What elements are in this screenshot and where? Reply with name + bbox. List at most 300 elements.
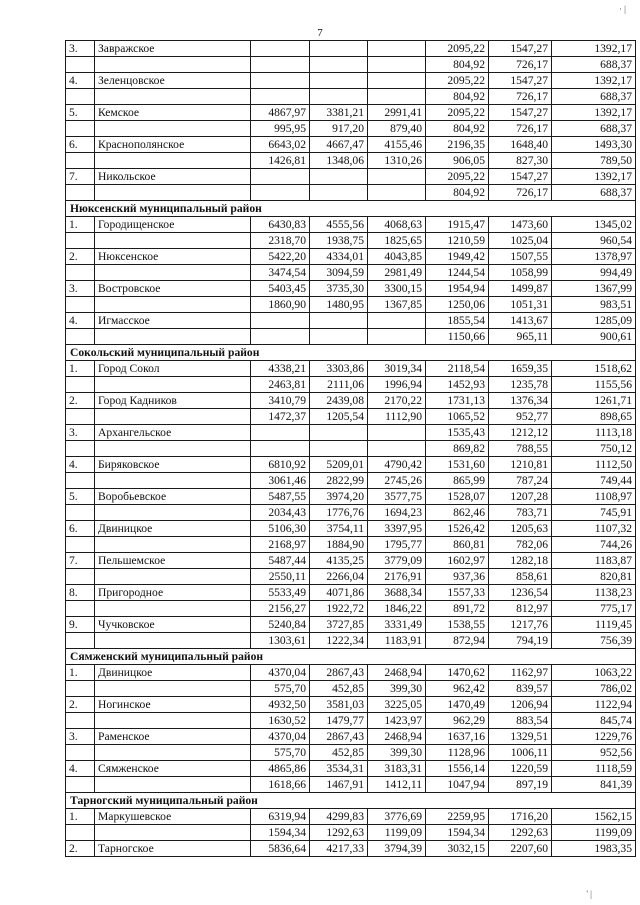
value-cell [310, 169, 368, 185]
value-cell: 782,06 [489, 537, 552, 553]
table-row [66, 73, 636, 89]
value-cell: 2991,41 [368, 105, 426, 121]
row-number [66, 825, 95, 841]
table-row-continuation [66, 473, 636, 489]
value-cell: 1825,65 [368, 233, 426, 249]
row-number [66, 537, 95, 553]
value-cell: 2168,97 [251, 537, 310, 553]
value-cell: 3581,03 [310, 697, 368, 713]
row-number: 1. [66, 361, 95, 377]
value-cell: 1113,18 [552, 425, 636, 441]
value-cell: 1183,91 [368, 633, 426, 649]
table-row-continuation [66, 185, 636, 201]
value-cell: 845,74 [552, 713, 636, 729]
row-number [66, 265, 95, 281]
value-cell: 794,19 [489, 633, 552, 649]
value-cell: 3225,05 [368, 697, 426, 713]
value-cell: 1108,97 [552, 489, 636, 505]
value-cell: 804,92 [426, 57, 489, 73]
value-cell: 1547,27 [489, 105, 552, 121]
value-cell: 399,30 [368, 681, 426, 697]
value-cell: 1150,66 [426, 329, 489, 345]
settlement-name: Городищенское [95, 217, 251, 233]
settlement-name [95, 745, 251, 761]
value-cell: 1507,55 [489, 249, 552, 265]
value-cell: 906,05 [426, 153, 489, 169]
table-row-continuation [66, 601, 636, 617]
value-cell: 1594,34 [251, 825, 310, 841]
row-number: 1. [66, 217, 95, 233]
district-header-row [66, 201, 636, 217]
value-cell: 2745,26 [368, 473, 426, 489]
value-cell: 1452,93 [426, 377, 489, 393]
value-cell: 3032,15 [426, 841, 489, 857]
settlement-name: Краснополянское [95, 137, 251, 153]
value-cell: 1244,54 [426, 265, 489, 281]
row-number: 9. [66, 617, 95, 633]
value-cell: 1292,63 [310, 825, 368, 841]
value-cell: 858,61 [489, 569, 552, 585]
value-cell [310, 441, 368, 457]
value-cell: 952,56 [552, 745, 636, 761]
value-cell: 865,99 [426, 473, 489, 489]
row-number [66, 57, 95, 73]
value-cell: 789,50 [552, 153, 636, 169]
value-cell: 872,94 [426, 633, 489, 649]
value-cell: 1051,31 [489, 297, 552, 313]
value-cell: 1392,17 [552, 105, 636, 121]
value-cell: 962,42 [426, 681, 489, 697]
value-cell: 4555,56 [310, 217, 368, 233]
table-row [66, 809, 636, 825]
settlement-name: Нюксенское [95, 249, 251, 265]
value-cell: 788,55 [489, 441, 552, 457]
value-cell [368, 41, 426, 57]
value-cell: 4299,83 [310, 809, 368, 825]
value-cell: 4135,25 [310, 553, 368, 569]
value-cell: 4370,04 [251, 729, 310, 745]
value-cell: 1367,99 [552, 281, 636, 297]
value-cell: 1547,27 [489, 169, 552, 185]
table-row-continuation [66, 57, 636, 73]
table-row-continuation [66, 297, 636, 313]
table-row-continuation [66, 377, 636, 393]
value-cell: 1795,77 [368, 537, 426, 553]
tariff-table [65, 40, 636, 857]
value-cell: 3754,11 [310, 521, 368, 537]
row-number: 4. [66, 73, 95, 89]
settlement-name [95, 409, 251, 425]
value-cell [310, 57, 368, 73]
value-cell: 399,30 [368, 745, 426, 761]
value-cell: 6430,83 [251, 217, 310, 233]
value-cell: 4334,01 [310, 249, 368, 265]
value-cell: 5106,30 [251, 521, 310, 537]
row-number [66, 329, 95, 345]
table-row [66, 217, 636, 233]
value-cell: 1292,63 [489, 825, 552, 841]
value-cell: 1547,27 [489, 41, 552, 57]
value-cell: 2207,60 [489, 841, 552, 857]
table-row-continuation [66, 153, 636, 169]
value-cell: 1637,16 [426, 729, 489, 745]
value-cell: 1996,94 [368, 377, 426, 393]
settlement-name: Ногинское [95, 697, 251, 713]
settlement-name: Сямженское [95, 761, 251, 777]
row-number [66, 297, 95, 313]
settlement-name [95, 569, 251, 585]
value-cell [251, 41, 310, 57]
value-cell: 1212,12 [489, 425, 552, 441]
value-cell: 688,37 [552, 89, 636, 105]
value-cell: 862,46 [426, 505, 489, 521]
value-cell: 786,02 [552, 681, 636, 697]
settlement-name [95, 377, 251, 393]
row-number: 8. [66, 585, 95, 601]
value-cell: 4867,97 [251, 105, 310, 121]
value-cell: 1473,60 [489, 217, 552, 233]
table-row-continuation [66, 713, 636, 729]
value-cell: 841,39 [552, 777, 636, 793]
value-cell: 2468,94 [368, 729, 426, 745]
value-cell: 4068,63 [368, 217, 426, 233]
value-cell [251, 89, 310, 105]
value-cell: 1112,90 [368, 409, 426, 425]
value-cell: 1493,30 [552, 137, 636, 153]
value-cell [251, 313, 310, 329]
value-cell: 1562,15 [552, 809, 636, 825]
value-cell [368, 73, 426, 89]
value-cell [310, 329, 368, 345]
settlement-name: Раменское [95, 729, 251, 745]
value-cell: 3019,34 [368, 361, 426, 377]
settlement-name [95, 473, 251, 489]
value-cell: 726,17 [489, 57, 552, 73]
value-cell: 812,97 [489, 601, 552, 617]
settlement-name [95, 265, 251, 281]
value-cell: 1526,42 [426, 521, 489, 537]
value-cell [251, 185, 310, 201]
value-cell [310, 313, 368, 329]
value-cell: 575,70 [251, 745, 310, 761]
row-number: 3. [66, 41, 95, 57]
value-cell: 1547,27 [489, 73, 552, 89]
table-row-continuation [66, 537, 636, 553]
value-cell [368, 89, 426, 105]
value-cell: 820,81 [552, 569, 636, 585]
value-cell [251, 169, 310, 185]
table-row [66, 585, 636, 601]
district-name: Нюксенский муниципальный район [66, 201, 636, 217]
settlement-name [95, 185, 251, 201]
value-cell: 962,29 [426, 713, 489, 729]
value-cell: 1250,06 [426, 297, 489, 313]
value-cell: 3300,15 [368, 281, 426, 297]
value-cell: 6319,94 [251, 809, 310, 825]
value-cell: 1426,81 [251, 153, 310, 169]
settlement-name: Пригородное [95, 585, 251, 601]
value-cell [368, 329, 426, 345]
table-row [66, 553, 636, 569]
row-number [66, 153, 95, 169]
district-name: Тарногский муниципальный район [66, 793, 636, 809]
value-cell: 1205,63 [489, 521, 552, 537]
table-row-continuation [66, 409, 636, 425]
value-cell: 5403,45 [251, 281, 310, 297]
table-row [66, 169, 636, 185]
value-cell: 3794,39 [368, 841, 426, 857]
row-number [66, 633, 95, 649]
settlement-name: Востровское [95, 281, 251, 297]
value-cell: 1860,90 [251, 297, 310, 313]
value-cell: 1949,42 [426, 249, 489, 265]
value-cell: 2550,11 [251, 569, 310, 585]
value-cell: 726,17 [489, 185, 552, 201]
row-number [66, 777, 95, 793]
value-cell: 1025,04 [489, 233, 552, 249]
settlement-name [95, 233, 251, 249]
value-cell: 1310,26 [368, 153, 426, 169]
settlement-name [95, 121, 251, 137]
value-cell: 1938,75 [310, 233, 368, 249]
value-cell: 1776,76 [310, 505, 368, 521]
value-cell: 1207,28 [489, 489, 552, 505]
value-cell: 2259,95 [426, 809, 489, 825]
row-number: 5. [66, 105, 95, 121]
settlement-name [95, 297, 251, 313]
value-cell [310, 185, 368, 201]
settlement-name [95, 89, 251, 105]
settlement-name [95, 57, 251, 73]
value-cell: 3061,46 [251, 473, 310, 489]
value-cell: 1954,94 [426, 281, 489, 297]
value-cell: 3410,79 [251, 393, 310, 409]
settlement-name: Город Кадников [95, 393, 251, 409]
table-body [66, 41, 636, 857]
value-cell: 1222,34 [310, 633, 368, 649]
value-cell: 891,72 [426, 601, 489, 617]
value-cell: 2867,43 [310, 665, 368, 681]
value-cell: 1118,59 [552, 761, 636, 777]
table-row [66, 697, 636, 713]
row-number [66, 89, 95, 105]
value-cell: 3331,49 [368, 617, 426, 633]
value-cell: 1392,17 [552, 169, 636, 185]
settlement-name: Биряковское [95, 457, 251, 473]
value-cell: 1217,76 [489, 617, 552, 633]
district-header-row [66, 793, 636, 809]
value-cell: 3094,59 [310, 265, 368, 281]
district-name: Сямженский муниципальный район [66, 649, 636, 665]
value-cell: 883,54 [489, 713, 552, 729]
value-cell: 2156,27 [251, 601, 310, 617]
value-cell [310, 73, 368, 89]
value-cell: 1229,76 [552, 729, 636, 745]
value-cell: 452,85 [310, 681, 368, 697]
settlement-name [95, 633, 251, 649]
table-row-continuation [66, 681, 636, 697]
row-number: 6. [66, 521, 95, 537]
row-number [66, 681, 95, 697]
table-row-continuation [66, 633, 636, 649]
value-cell: 952,77 [489, 409, 552, 425]
value-cell: 1602,97 [426, 553, 489, 569]
value-cell: 1518,62 [552, 361, 636, 377]
settlement-name: Завражское [95, 41, 251, 57]
table-row-continuation [66, 745, 636, 761]
value-cell: 2095,22 [426, 105, 489, 121]
value-cell: 2196,35 [426, 137, 489, 153]
row-number: 3. [66, 729, 95, 745]
scan-mark: · | [618, 4, 626, 14]
district-header-row [66, 649, 636, 665]
table-row-continuation [66, 265, 636, 281]
value-cell: 1535,43 [426, 425, 489, 441]
table-row [66, 841, 636, 857]
value-cell: 1376,34 [489, 393, 552, 409]
value-cell: 3183,31 [368, 761, 426, 777]
settlement-name: Пельшемское [95, 553, 251, 569]
value-cell: 3381,21 [310, 105, 368, 121]
settlement-name: Город Сокол [95, 361, 251, 377]
table-row [66, 281, 636, 297]
value-cell: 3776,69 [368, 809, 426, 825]
value-cell: 1128,96 [426, 745, 489, 761]
value-cell: 1199,09 [552, 825, 636, 841]
row-number [66, 601, 95, 617]
value-cell: 3577,75 [368, 489, 426, 505]
value-cell: 965,11 [489, 329, 552, 345]
value-cell: 2981,49 [368, 265, 426, 281]
value-cell: 2463,81 [251, 377, 310, 393]
value-cell: 1630,52 [251, 713, 310, 729]
value-cell: 1162,97 [489, 665, 552, 681]
value-cell: 960,54 [552, 233, 636, 249]
settlement-name: Маркушевское [95, 809, 251, 825]
value-cell: 1413,67 [489, 313, 552, 329]
table-row-continuation [66, 89, 636, 105]
table-row [66, 729, 636, 745]
value-cell [251, 57, 310, 73]
value-cell: 1716,20 [489, 809, 552, 825]
value-cell: 2266,04 [310, 569, 368, 585]
row-number [66, 121, 95, 137]
table-row [66, 137, 636, 153]
value-cell: 1345,02 [552, 217, 636, 233]
settlement-name: Кемское [95, 105, 251, 121]
value-cell: 1206,94 [489, 697, 552, 713]
value-cell: 1205,54 [310, 409, 368, 425]
value-cell: 1392,17 [552, 73, 636, 89]
value-cell: 1348,06 [310, 153, 368, 169]
value-cell: 827,30 [489, 153, 552, 169]
value-cell: 2439,08 [310, 393, 368, 409]
value-cell: 4370,04 [251, 665, 310, 681]
value-cell: 5487,55 [251, 489, 310, 505]
table-row [66, 521, 636, 537]
value-cell: 917,20 [310, 121, 368, 137]
settlement-name [95, 601, 251, 617]
value-cell: 4667,47 [310, 137, 368, 153]
settlement-name: Игмасское [95, 313, 251, 329]
value-cell: 575,70 [251, 681, 310, 697]
value-cell: 1538,55 [426, 617, 489, 633]
settlement-name: Двиницкое [95, 521, 251, 537]
value-cell: 3534,31 [310, 761, 368, 777]
value-cell: 804,92 [426, 89, 489, 105]
table-row-continuation [66, 441, 636, 457]
value-cell: 2822,99 [310, 473, 368, 489]
row-number: 1. [66, 665, 95, 681]
value-cell: 1303,61 [251, 633, 310, 649]
settlement-name: Воробьевское [95, 489, 251, 505]
value-cell [368, 57, 426, 73]
value-cell: 1467,91 [310, 777, 368, 793]
value-cell: 2095,22 [426, 73, 489, 89]
value-cell: 3303,86 [310, 361, 368, 377]
row-number: 7. [66, 553, 95, 569]
value-cell: 1107,32 [552, 521, 636, 537]
value-cell: 1499,87 [489, 281, 552, 297]
value-cell: 1235,78 [489, 377, 552, 393]
district-header-row [66, 345, 636, 361]
value-cell: 775,17 [552, 601, 636, 617]
value-cell: 1618,66 [251, 777, 310, 793]
value-cell: 1367,85 [368, 297, 426, 313]
value-cell: 5533,49 [251, 585, 310, 601]
value-cell: 1112,50 [552, 457, 636, 473]
value-cell: 787,24 [489, 473, 552, 489]
table-row-continuation [66, 825, 636, 841]
value-cell: 756,39 [552, 633, 636, 649]
value-cell: 937,36 [426, 569, 489, 585]
table-row [66, 761, 636, 777]
row-number [66, 505, 95, 521]
row-number: 2. [66, 697, 95, 713]
value-cell: 3727,85 [310, 617, 368, 633]
table-row [66, 665, 636, 681]
value-cell: 983,51 [552, 297, 636, 313]
value-cell: 744,26 [552, 537, 636, 553]
value-cell [251, 73, 310, 89]
value-cell: 879,40 [368, 121, 426, 137]
settlement-name [95, 441, 251, 457]
value-cell: 1556,14 [426, 761, 489, 777]
row-number: 3. [66, 281, 95, 297]
row-number: 1. [66, 809, 95, 825]
value-cell: 750,12 [552, 441, 636, 457]
row-number [66, 745, 95, 761]
table-row [66, 457, 636, 473]
value-cell: 804,92 [426, 121, 489, 137]
value-cell [368, 185, 426, 201]
row-number: 2. [66, 393, 95, 409]
value-cell: 1329,51 [489, 729, 552, 745]
value-cell: 4155,46 [368, 137, 426, 153]
value-cell: 897,19 [489, 777, 552, 793]
value-cell: 1236,54 [489, 585, 552, 601]
value-cell: 1528,07 [426, 489, 489, 505]
value-cell: 2095,22 [426, 169, 489, 185]
value-cell: 749,44 [552, 473, 636, 489]
value-cell: 1058,99 [489, 265, 552, 281]
table-row [66, 617, 636, 633]
table-row [66, 313, 636, 329]
value-cell: 869,82 [426, 441, 489, 457]
value-cell: 4043,85 [368, 249, 426, 265]
value-cell: 1047,94 [426, 777, 489, 793]
value-cell: 5422,20 [251, 249, 310, 265]
